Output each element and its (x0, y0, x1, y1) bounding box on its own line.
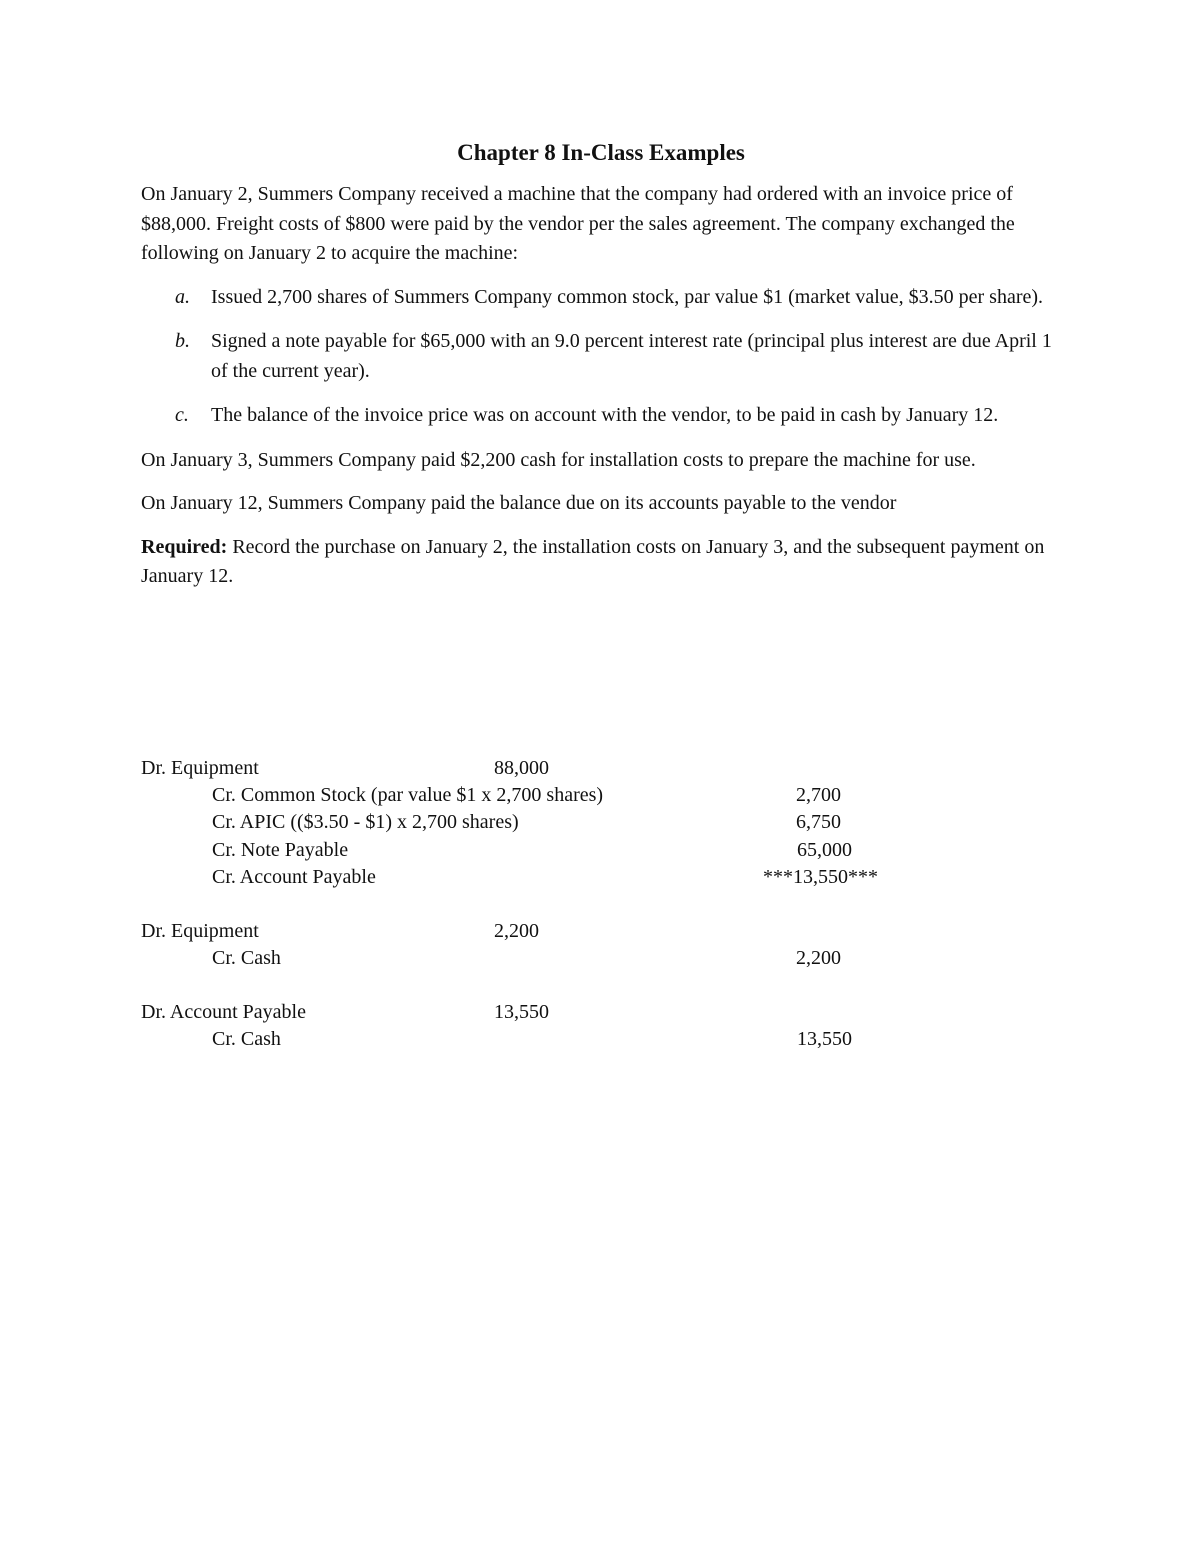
debit-amount: 88,000 (494, 757, 549, 779)
list-item-text: The balance of the invoice price was on account with the vendor, to be paid in cash by January 12. (211, 404, 999, 426)
journal-line (141, 782, 1041, 809)
document-body (141, 140, 1061, 606)
account-name: Cr. APIC (($3.50 - $1) x 2,700 shares) (212, 811, 519, 834)
transaction-list (141, 283, 1061, 431)
list-item-a (141, 283, 1061, 313)
list-marker: a. (175, 285, 190, 308)
intro-paragraph: On January 2, Summers Company received a machine that the company had ordered with an invoice price of $88,000. Freight costs of $800 were paid by the vendor per the sales agreement. The company exchanged the following on January 2 to acquire the machine: (141, 183, 1015, 264)
jan3-paragraph: On January 3, Summers Company paid $2,200 cash for installation costs to prepare the machine for use. (141, 448, 976, 471)
list-item-text: Signed a note payable for $65,000 with an 9.0 percent interest rate (principal plus interest are due April 1 of the current year). (211, 330, 1052, 382)
account-name: Cr. Note Payable (212, 838, 349, 861)
journal-line (141, 999, 1041, 1026)
journal-line (141, 918, 1041, 945)
debit-amount: 2,200 (494, 920, 539, 942)
journal-line (141, 755, 1041, 782)
account-name: Cr. Account Payable (212, 865, 376, 888)
credit-amount: 65,000 (797, 838, 852, 861)
journal-line (141, 809, 1041, 836)
required-text: Record the purchase on January 2, the installation costs on January 3, and the subsequent payment on January 12. (141, 535, 1045, 587)
journal-line (141, 1026, 1041, 1053)
journal-line (141, 945, 1041, 972)
list-item-c (141, 401, 1061, 431)
account-name: Dr. Account Payable (141, 1001, 306, 1023)
credit-amount: 2,200 (796, 947, 841, 970)
credit-amount: ***13,550*** (763, 865, 878, 888)
journal-entry-installation (141, 918, 1041, 972)
journal-line (141, 837, 1041, 864)
account-name: Cr. Cash (212, 947, 281, 970)
debit-amount: 13,550 (494, 1001, 549, 1023)
credit-amount: 6,750 (796, 811, 841, 834)
required-paragraph (141, 533, 1061, 592)
credit-amount: 13,550 (797, 1028, 852, 1051)
list-marker: c. (175, 404, 189, 426)
page-title: Chapter 8 In-Class Examples (457, 140, 745, 165)
required-label: Required: (141, 535, 228, 558)
list-marker: b. (175, 330, 190, 352)
credit-amount: 2,700 (796, 784, 841, 807)
journal-entry-purchase (141, 755, 1041, 891)
jan12-paragraph: On January 12, Summers Company paid the balance due on its accounts payable to the vendor (141, 492, 897, 514)
list-item-text: Issued 2,700 shares of Summers Company common stock, par value $1 (market value, $3.50 per share). (211, 285, 1044, 308)
account-name: Cr. Common Stock (par value $1 x 2,700 shares) (212, 784, 604, 807)
journal-entry-payment (141, 999, 1041, 1053)
account-name: Dr. Equipment (141, 920, 259, 942)
account-name: Dr. Equipment (141, 757, 259, 779)
account-name: Cr. Cash (212, 1028, 281, 1051)
journal-line (141, 864, 1041, 891)
list-item-b (141, 327, 1061, 386)
